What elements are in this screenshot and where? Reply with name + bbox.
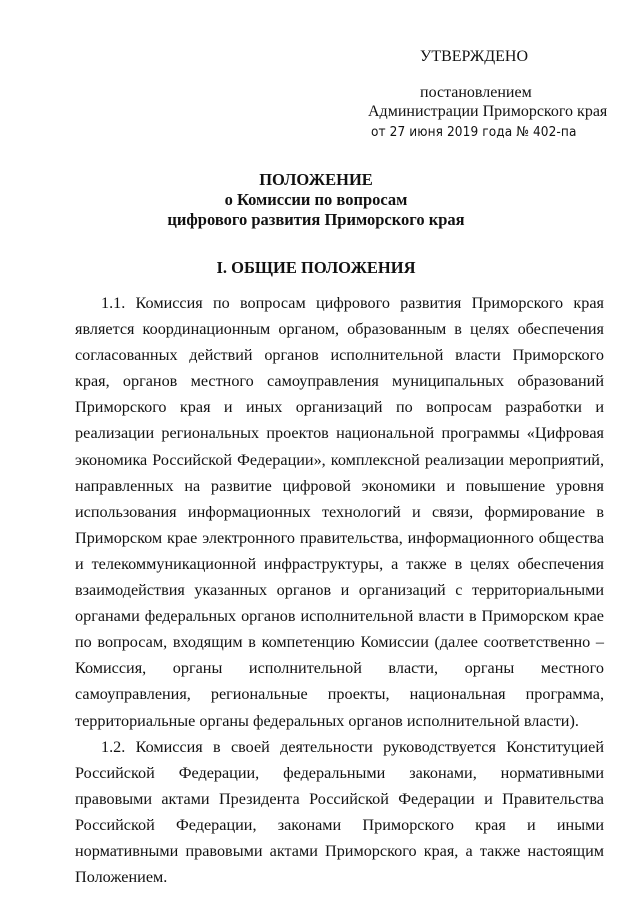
document-title-line-3: цифрового развития Приморского края [167,210,465,229]
administration-name: Администрации Приморского края [368,103,608,120]
resolution-label: постановлением [420,84,532,101]
document-title-line-1: ПОЛОЖЕНИЕ [259,170,373,189]
resolution-date-number: от 27 июня 2019 года № 402-па [371,124,577,140]
paragraph-1-2: 1.2. Комиссия в своей деятельности руководствуется Конституцией Российской Федерации, федеральными законами, нормативными правовыми актами Президента Российской Федерации и Правительства Российской Федерации, законами Приморского края и иными нормативными правовыми актами Приморского края, а также настоящим Положением. [75,737,604,887]
document-body [75,290,604,890]
paragraph-1-1: 1.1. Комиссия по вопросам цифрового развития Приморского края является координационным органом, образованным в целях обеспечения согласованных действий органов исполнительной власти Приморского края, органов местного самоуправления муниципальных образований Приморского края и иных организаций по вопросам разработки и реализации региональных проектов национальной программы «Цифровая экономика Российской Федерации», комплексной реализации мероприятий, направленных на развитие цифровой экономики и повышение уровня использования информационных технологий и связи, формирование в Приморском крае электронного правительства, информационного общества и телекоммуникационной инфраструктуры, а также в целях обеспечения взаимодействия указанных органов и организаций с территориальными органами федеральных органов исполнительной власти в Приморском крае по вопросам, входящим в компетенцию Комиссии (далее соответственно – Комиссия, органы исполнительной власти, органы местного самоуправления, региональные проекты, национальная программа, территориальные органы федеральных органов исполнительной власти). [75,294,604,730]
document-title-line-2: о Комиссии по вопросам [224,190,408,209]
approved-stamp: УТВЕРЖДЕНО [420,48,529,65]
document-title [0,170,632,230]
section-heading: I. ОБЩИЕ ПОЛОЖЕНИЯ [216,258,416,277]
